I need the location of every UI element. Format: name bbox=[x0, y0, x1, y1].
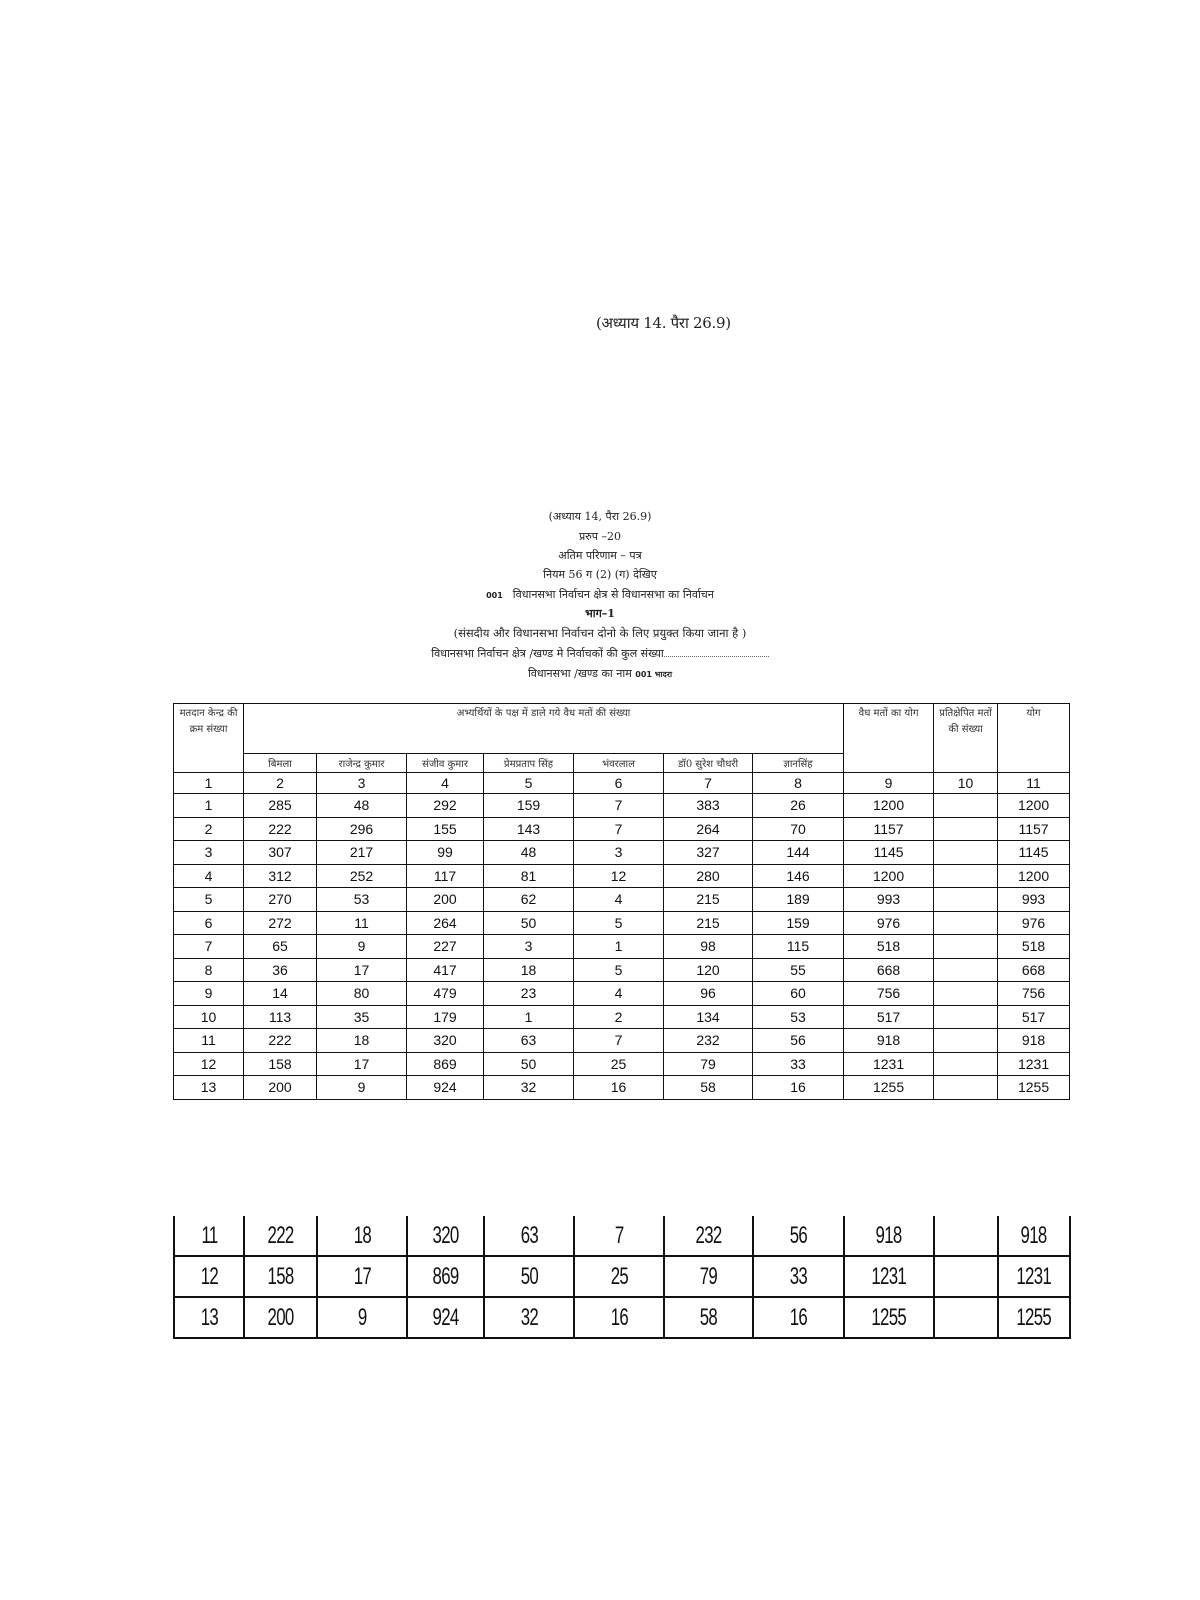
table-cell: 159 bbox=[753, 911, 844, 935]
table-cell: 1200 bbox=[998, 794, 1070, 818]
candidate-name: बिमला bbox=[244, 754, 317, 773]
candidate-name: ज्ञानसिंह bbox=[753, 754, 844, 773]
snippet-cell-value: 63 bbox=[520, 1221, 538, 1249]
table-cell: 7 bbox=[574, 817, 664, 841]
total-electors-line bbox=[0, 646, 1200, 661]
table-cell: 869 bbox=[407, 1052, 484, 1076]
snippet-cell bbox=[844, 1256, 934, 1297]
table-row bbox=[174, 888, 1070, 912]
table-row bbox=[174, 794, 1070, 818]
table-cell: 756 bbox=[998, 982, 1070, 1006]
table-cell: 4 bbox=[574, 982, 664, 1006]
table-cell: 146 bbox=[753, 864, 844, 888]
snippet-cell-value: 12 bbox=[200, 1262, 218, 1290]
table-cell: 56 bbox=[753, 1029, 844, 1053]
table-cell bbox=[934, 888, 998, 912]
snippet-cell bbox=[664, 1256, 753, 1297]
snippet-cell-value: 918 bbox=[876, 1221, 902, 1249]
table-cell: 1157 bbox=[844, 817, 934, 841]
snippet-cell bbox=[844, 1216, 934, 1256]
table-cell: 1200 bbox=[998, 864, 1070, 888]
table-cell: 25 bbox=[574, 1052, 664, 1076]
table-cell: 518 bbox=[998, 935, 1070, 959]
snippet-cell bbox=[407, 1216, 484, 1256]
table-cell: 517 bbox=[998, 1005, 1070, 1029]
header-total: योग bbox=[998, 704, 1070, 773]
table-cell: 26 bbox=[753, 794, 844, 818]
table-row bbox=[174, 1029, 1070, 1053]
form-number: प्ररुप –20 bbox=[578, 530, 622, 543]
snippet-cell-value: 222 bbox=[267, 1221, 294, 1249]
snippet-cell bbox=[407, 1297, 484, 1338]
table-cell: 155 bbox=[407, 817, 484, 841]
table-cell: 10 bbox=[174, 1005, 244, 1029]
constituency-name-label: विधानसभा /खण्ड का नाम bbox=[527, 667, 632, 680]
table-cell: 12 bbox=[174, 1052, 244, 1076]
snippet-cell-value: 11 bbox=[200, 1221, 218, 1249]
table-cell: 1 bbox=[174, 794, 244, 818]
form-reference: (अध्याय 14, पैरा 26.9) bbox=[548, 510, 652, 523]
table-cell: 62 bbox=[484, 888, 574, 912]
table-cell: 1 bbox=[574, 935, 664, 959]
table-cell: 14 bbox=[244, 982, 317, 1006]
table-cell: 1231 bbox=[998, 1052, 1070, 1076]
table-cell bbox=[934, 1076, 998, 1100]
snippet-cell-value: 25 bbox=[610, 1262, 628, 1290]
column-number: 7 bbox=[664, 773, 753, 794]
table-cell: 17 bbox=[317, 958, 407, 982]
table-cell: 32 bbox=[484, 1076, 574, 1100]
table-cell: 1 bbox=[484, 1005, 574, 1029]
table-cell: 3 bbox=[174, 841, 244, 865]
table-cell bbox=[934, 817, 998, 841]
table-cell: 2 bbox=[574, 1005, 664, 1029]
table-cell: 48 bbox=[484, 841, 574, 865]
table-cell: 3 bbox=[484, 935, 574, 959]
snippet-cell bbox=[574, 1256, 664, 1297]
table-cell: 13 bbox=[174, 1076, 244, 1100]
snippet-cell bbox=[484, 1256, 574, 1297]
table-cell: 252 bbox=[317, 864, 407, 888]
table-cell: 80 bbox=[317, 982, 407, 1006]
table-cell: 918 bbox=[998, 1029, 1070, 1053]
table-row bbox=[174, 982, 1070, 1006]
table-cell: 53 bbox=[317, 888, 407, 912]
table-cell: 296 bbox=[317, 817, 407, 841]
table-cell: 227 bbox=[407, 935, 484, 959]
table-cell: 7 bbox=[174, 935, 244, 959]
table-cell: 9 bbox=[317, 935, 407, 959]
header-valid-total: वैध मतों का योग bbox=[844, 704, 934, 773]
table-cell: 1145 bbox=[998, 841, 1070, 865]
election-text: विधानसभा निर्वाचन क्षेत्र से विधानसभा का निर्वाचन bbox=[512, 588, 714, 601]
table-cell bbox=[934, 911, 998, 935]
table-cell: 292 bbox=[407, 794, 484, 818]
snippet-cell-value: 7 bbox=[614, 1221, 624, 1249]
total-electors-blank bbox=[664, 656, 769, 657]
snippet-cell-value: 158 bbox=[267, 1262, 294, 1290]
table-cell: 417 bbox=[407, 958, 484, 982]
table-cell: 70 bbox=[753, 817, 844, 841]
table-cell: 36 bbox=[244, 958, 317, 982]
column-number: 5 bbox=[484, 773, 574, 794]
table-cell: 113 bbox=[244, 1005, 317, 1029]
table-cell: 4 bbox=[174, 864, 244, 888]
table-cell: 65 bbox=[244, 935, 317, 959]
snippet-row bbox=[174, 1256, 1070, 1297]
table-cell: 993 bbox=[844, 888, 934, 912]
total-electors-label: विधानसभा निर्वाचन क्षेत्र /खण्ड मे निर्वाचकों की कुल संख्या bbox=[431, 647, 664, 660]
snippet-cell-value: 50 bbox=[520, 1262, 538, 1290]
table-cell: 99 bbox=[407, 841, 484, 865]
table-cell: 285 bbox=[244, 794, 317, 818]
snippet-cell-value: 17 bbox=[353, 1262, 371, 1290]
table-cell: 96 bbox=[664, 982, 753, 1006]
table-cell: 53 bbox=[753, 1005, 844, 1029]
snippet-cell-value: 1255 bbox=[1016, 1303, 1052, 1331]
table-cell: 115 bbox=[753, 935, 844, 959]
table-cell: 117 bbox=[407, 864, 484, 888]
table-cell: 993 bbox=[998, 888, 1070, 912]
table-cell: 120 bbox=[664, 958, 753, 982]
table-cell: 5 bbox=[574, 911, 664, 935]
snippet-cell-value: 56 bbox=[789, 1221, 808, 1249]
snippet-cell bbox=[753, 1297, 844, 1338]
table-cell: 79 bbox=[664, 1052, 753, 1076]
table-cell: 9 bbox=[174, 982, 244, 1006]
table-cell: 215 bbox=[664, 911, 753, 935]
table-cell: 60 bbox=[753, 982, 844, 1006]
part-label: भाग–1 bbox=[585, 607, 615, 620]
snippet-cell bbox=[574, 1297, 664, 1338]
form-rule: नियम 56 ग (2) (ग) देखिए bbox=[543, 568, 657, 581]
table-row bbox=[174, 1076, 1070, 1100]
candidate-name: राजेन्द्र कुमार bbox=[317, 754, 407, 773]
header-tendered: प्रतिक्षेपित मतों की संख्या bbox=[934, 704, 998, 773]
table-cell: 158 bbox=[244, 1052, 317, 1076]
table-cell: 179 bbox=[407, 1005, 484, 1029]
table-cell: 63 bbox=[484, 1029, 574, 1053]
top-chapter-reference: (अध्याय 14. पैरा 26.9) bbox=[596, 314, 731, 332]
table-cell: 8 bbox=[174, 958, 244, 982]
table-cell: 217 bbox=[317, 841, 407, 865]
table-row bbox=[174, 841, 1070, 865]
constituency-code: 001 bbox=[486, 591, 503, 600]
table-cell: 50 bbox=[484, 1052, 574, 1076]
snippet-cell bbox=[998, 1256, 1070, 1297]
table-cell bbox=[934, 841, 998, 865]
table-cell: 134 bbox=[664, 1005, 753, 1029]
table-row bbox=[174, 817, 1070, 841]
snippet-cell bbox=[574, 1216, 664, 1256]
header-candidate-votes: अभ्यर्थियों के पक्ष में डाले गये वैध मतों की संख्या bbox=[244, 704, 844, 754]
candidate-name: प्रेमप्रताप सिंह bbox=[484, 754, 574, 773]
snippet-cell bbox=[317, 1216, 407, 1256]
snippet-cell-value: 869 bbox=[432, 1262, 459, 1290]
table-cell: 58 bbox=[664, 1076, 753, 1100]
snippet-cell bbox=[174, 1256, 244, 1297]
snippet-cell-value: 924 bbox=[432, 1303, 459, 1331]
table-cell: 48 bbox=[317, 794, 407, 818]
table-cell: 144 bbox=[753, 841, 844, 865]
column-number: 8 bbox=[753, 773, 844, 794]
table-cell: 215 bbox=[664, 888, 753, 912]
candidate-name: डॉ0 सुरेश चौधरी bbox=[664, 754, 753, 773]
column-number: 3 bbox=[317, 773, 407, 794]
table-cell bbox=[934, 1005, 998, 1029]
table-cell bbox=[934, 982, 998, 1006]
table-cell: 35 bbox=[317, 1005, 407, 1029]
table-cell: 517 bbox=[844, 1005, 934, 1029]
snippet-cell bbox=[317, 1297, 407, 1338]
table-cell: 4 bbox=[574, 888, 664, 912]
snippet-cell bbox=[934, 1216, 998, 1256]
table-cell: 264 bbox=[664, 817, 753, 841]
snippet-row bbox=[174, 1297, 1070, 1338]
table-cell: 312 bbox=[244, 864, 317, 888]
table-cell: 11 bbox=[174, 1029, 244, 1053]
table-cell: 189 bbox=[753, 888, 844, 912]
snippet-cell bbox=[244, 1216, 317, 1256]
candidate-name: संजीव कुमार bbox=[407, 754, 484, 773]
table-cell: 1200 bbox=[844, 794, 934, 818]
table-cell: 918 bbox=[844, 1029, 934, 1053]
table-row bbox=[174, 1052, 1070, 1076]
snippet-cell bbox=[998, 1216, 1070, 1256]
table-row bbox=[174, 1005, 1070, 1029]
table-cell: 16 bbox=[574, 1076, 664, 1100]
table-row bbox=[174, 864, 1070, 888]
header-serial: मतदान केन्द्र की क्रम संख्या bbox=[174, 704, 244, 773]
candidate-name: भंवरलाल bbox=[574, 754, 664, 773]
snippet-cell bbox=[664, 1216, 753, 1256]
column-number: 6 bbox=[574, 773, 664, 794]
table-cell bbox=[934, 1029, 998, 1053]
table-cell: 16 bbox=[753, 1076, 844, 1100]
column-number: 1 bbox=[174, 773, 244, 794]
snippet-cell bbox=[317, 1256, 407, 1297]
column-number: 9 bbox=[844, 773, 934, 794]
snippet-cell bbox=[664, 1297, 753, 1338]
table-cell: 264 bbox=[407, 911, 484, 935]
table-cell: 222 bbox=[244, 817, 317, 841]
constituency-name-line bbox=[0, 666, 1200, 681]
table-cell: 6 bbox=[174, 911, 244, 935]
table-cell: 33 bbox=[753, 1052, 844, 1076]
table-cell: 17 bbox=[317, 1052, 407, 1076]
table-cell: 270 bbox=[244, 888, 317, 912]
table-cell: 143 bbox=[484, 817, 574, 841]
table-cell bbox=[934, 1052, 998, 1076]
table-cell: 9 bbox=[317, 1076, 407, 1100]
table-cell: 976 bbox=[844, 911, 934, 935]
table-cell: 18 bbox=[484, 958, 574, 982]
table-cell: 232 bbox=[664, 1029, 753, 1053]
election-line bbox=[0, 587, 1200, 602]
snippet-cell-value: 200 bbox=[267, 1303, 294, 1331]
table-cell: 81 bbox=[484, 864, 574, 888]
snippet-cell-value: 9 bbox=[357, 1303, 367, 1331]
table-cell: 272 bbox=[244, 911, 317, 935]
table-cell: 5 bbox=[174, 888, 244, 912]
snippet-cell bbox=[244, 1256, 317, 1297]
snippet-cell-value: 1255 bbox=[871, 1303, 907, 1331]
table-row bbox=[174, 935, 1070, 959]
snippet-cell bbox=[934, 1256, 998, 1297]
table-cell: 320 bbox=[407, 1029, 484, 1053]
form-title: अतिम परिणाम – पत्र bbox=[558, 549, 642, 562]
constituency-name-value: 001 भादरा bbox=[635, 670, 673, 679]
table-cell: 50 bbox=[484, 911, 574, 935]
table-cell: 5 bbox=[574, 958, 664, 982]
table-cell bbox=[934, 794, 998, 818]
table-cell: 668 bbox=[998, 958, 1070, 982]
table-cell: 479 bbox=[407, 982, 484, 1006]
snippet-cell-value: 1231 bbox=[871, 1262, 907, 1290]
table-cell: 200 bbox=[407, 888, 484, 912]
table-cell: 23 bbox=[484, 982, 574, 1006]
table-cell: 280 bbox=[664, 864, 753, 888]
snippet-cell bbox=[753, 1256, 844, 1297]
table-cell: 518 bbox=[844, 935, 934, 959]
table-row bbox=[174, 958, 1070, 982]
snippet-cell bbox=[244, 1297, 317, 1338]
snippet-cell bbox=[484, 1216, 574, 1256]
snippet-cell-value: 16 bbox=[610, 1303, 628, 1331]
snippet-cell-value: 16 bbox=[789, 1303, 808, 1331]
table-cell: 307 bbox=[244, 841, 317, 865]
table-cell: 3 bbox=[574, 841, 664, 865]
table-cell: 7 bbox=[574, 794, 664, 818]
table-cell: 756 bbox=[844, 982, 934, 1006]
table-cell: 55 bbox=[753, 958, 844, 982]
snippet-cell-value: 232 bbox=[695, 1221, 722, 1249]
snippet-cell-value: 79 bbox=[699, 1262, 718, 1290]
snippet-cell-value: 320 bbox=[432, 1221, 459, 1249]
snippet-cell bbox=[998, 1297, 1070, 1338]
table-cell bbox=[934, 864, 998, 888]
snippet-cell bbox=[934, 1297, 998, 1338]
table-cell: 159 bbox=[484, 794, 574, 818]
snippet-cell-value: 1231 bbox=[1016, 1262, 1052, 1290]
table-cell: 200 bbox=[244, 1076, 317, 1100]
table-cell: 1255 bbox=[844, 1076, 934, 1100]
table-cell: 222 bbox=[244, 1029, 317, 1053]
snippet-cell bbox=[484, 1297, 574, 1338]
table-cell: 327 bbox=[664, 841, 753, 865]
column-number: 11 bbox=[998, 773, 1070, 794]
snippet-cell-value: 32 bbox=[520, 1303, 538, 1331]
table-cell: 7 bbox=[574, 1029, 664, 1053]
column-number: 2 bbox=[244, 773, 317, 794]
table-row bbox=[174, 911, 1070, 935]
table-cell bbox=[934, 958, 998, 982]
snippet-cell bbox=[174, 1297, 244, 1338]
table-cell bbox=[934, 935, 998, 959]
table-cell: 12 bbox=[574, 864, 664, 888]
table-cell: 1231 bbox=[844, 1052, 934, 1076]
table-cell: 18 bbox=[317, 1029, 407, 1053]
zoomed-table-snippet bbox=[173, 1221, 1069, 1345]
snippet-cell bbox=[844, 1297, 934, 1338]
snippet-cell-value: 58 bbox=[699, 1303, 718, 1331]
table-cell: 668 bbox=[844, 958, 934, 982]
snippet-cell-value: 13 bbox=[200, 1303, 218, 1331]
results-table bbox=[173, 703, 1070, 1100]
table-cell: 976 bbox=[998, 911, 1070, 935]
table-cell: 98 bbox=[664, 935, 753, 959]
table-cell: 2 bbox=[174, 817, 244, 841]
snippet-row bbox=[174, 1216, 1070, 1256]
table-cell: 1255 bbox=[998, 1076, 1070, 1100]
column-number: 4 bbox=[407, 773, 484, 794]
snippet-cell-value: 33 bbox=[789, 1262, 808, 1290]
table-cell: 924 bbox=[407, 1076, 484, 1100]
snippet-cell bbox=[407, 1256, 484, 1297]
table-cell: 383 bbox=[664, 794, 753, 818]
snippet-cell-value: 918 bbox=[1021, 1221, 1047, 1249]
column-number: 10 bbox=[934, 773, 998, 794]
snippet-cell bbox=[174, 1216, 244, 1256]
table-cell: 1157 bbox=[998, 817, 1070, 841]
table-cell: 1200 bbox=[844, 864, 934, 888]
table-cell: 1145 bbox=[844, 841, 934, 865]
snippet-cell bbox=[753, 1216, 844, 1256]
usage-note: (संसदीय और विधानसभा निर्वाचन दोनो के लिए प्रयुक्त किया जाना है ) bbox=[453, 626, 747, 640]
table-cell: 11 bbox=[317, 911, 407, 935]
snippet-cell-value: 18 bbox=[353, 1221, 371, 1249]
